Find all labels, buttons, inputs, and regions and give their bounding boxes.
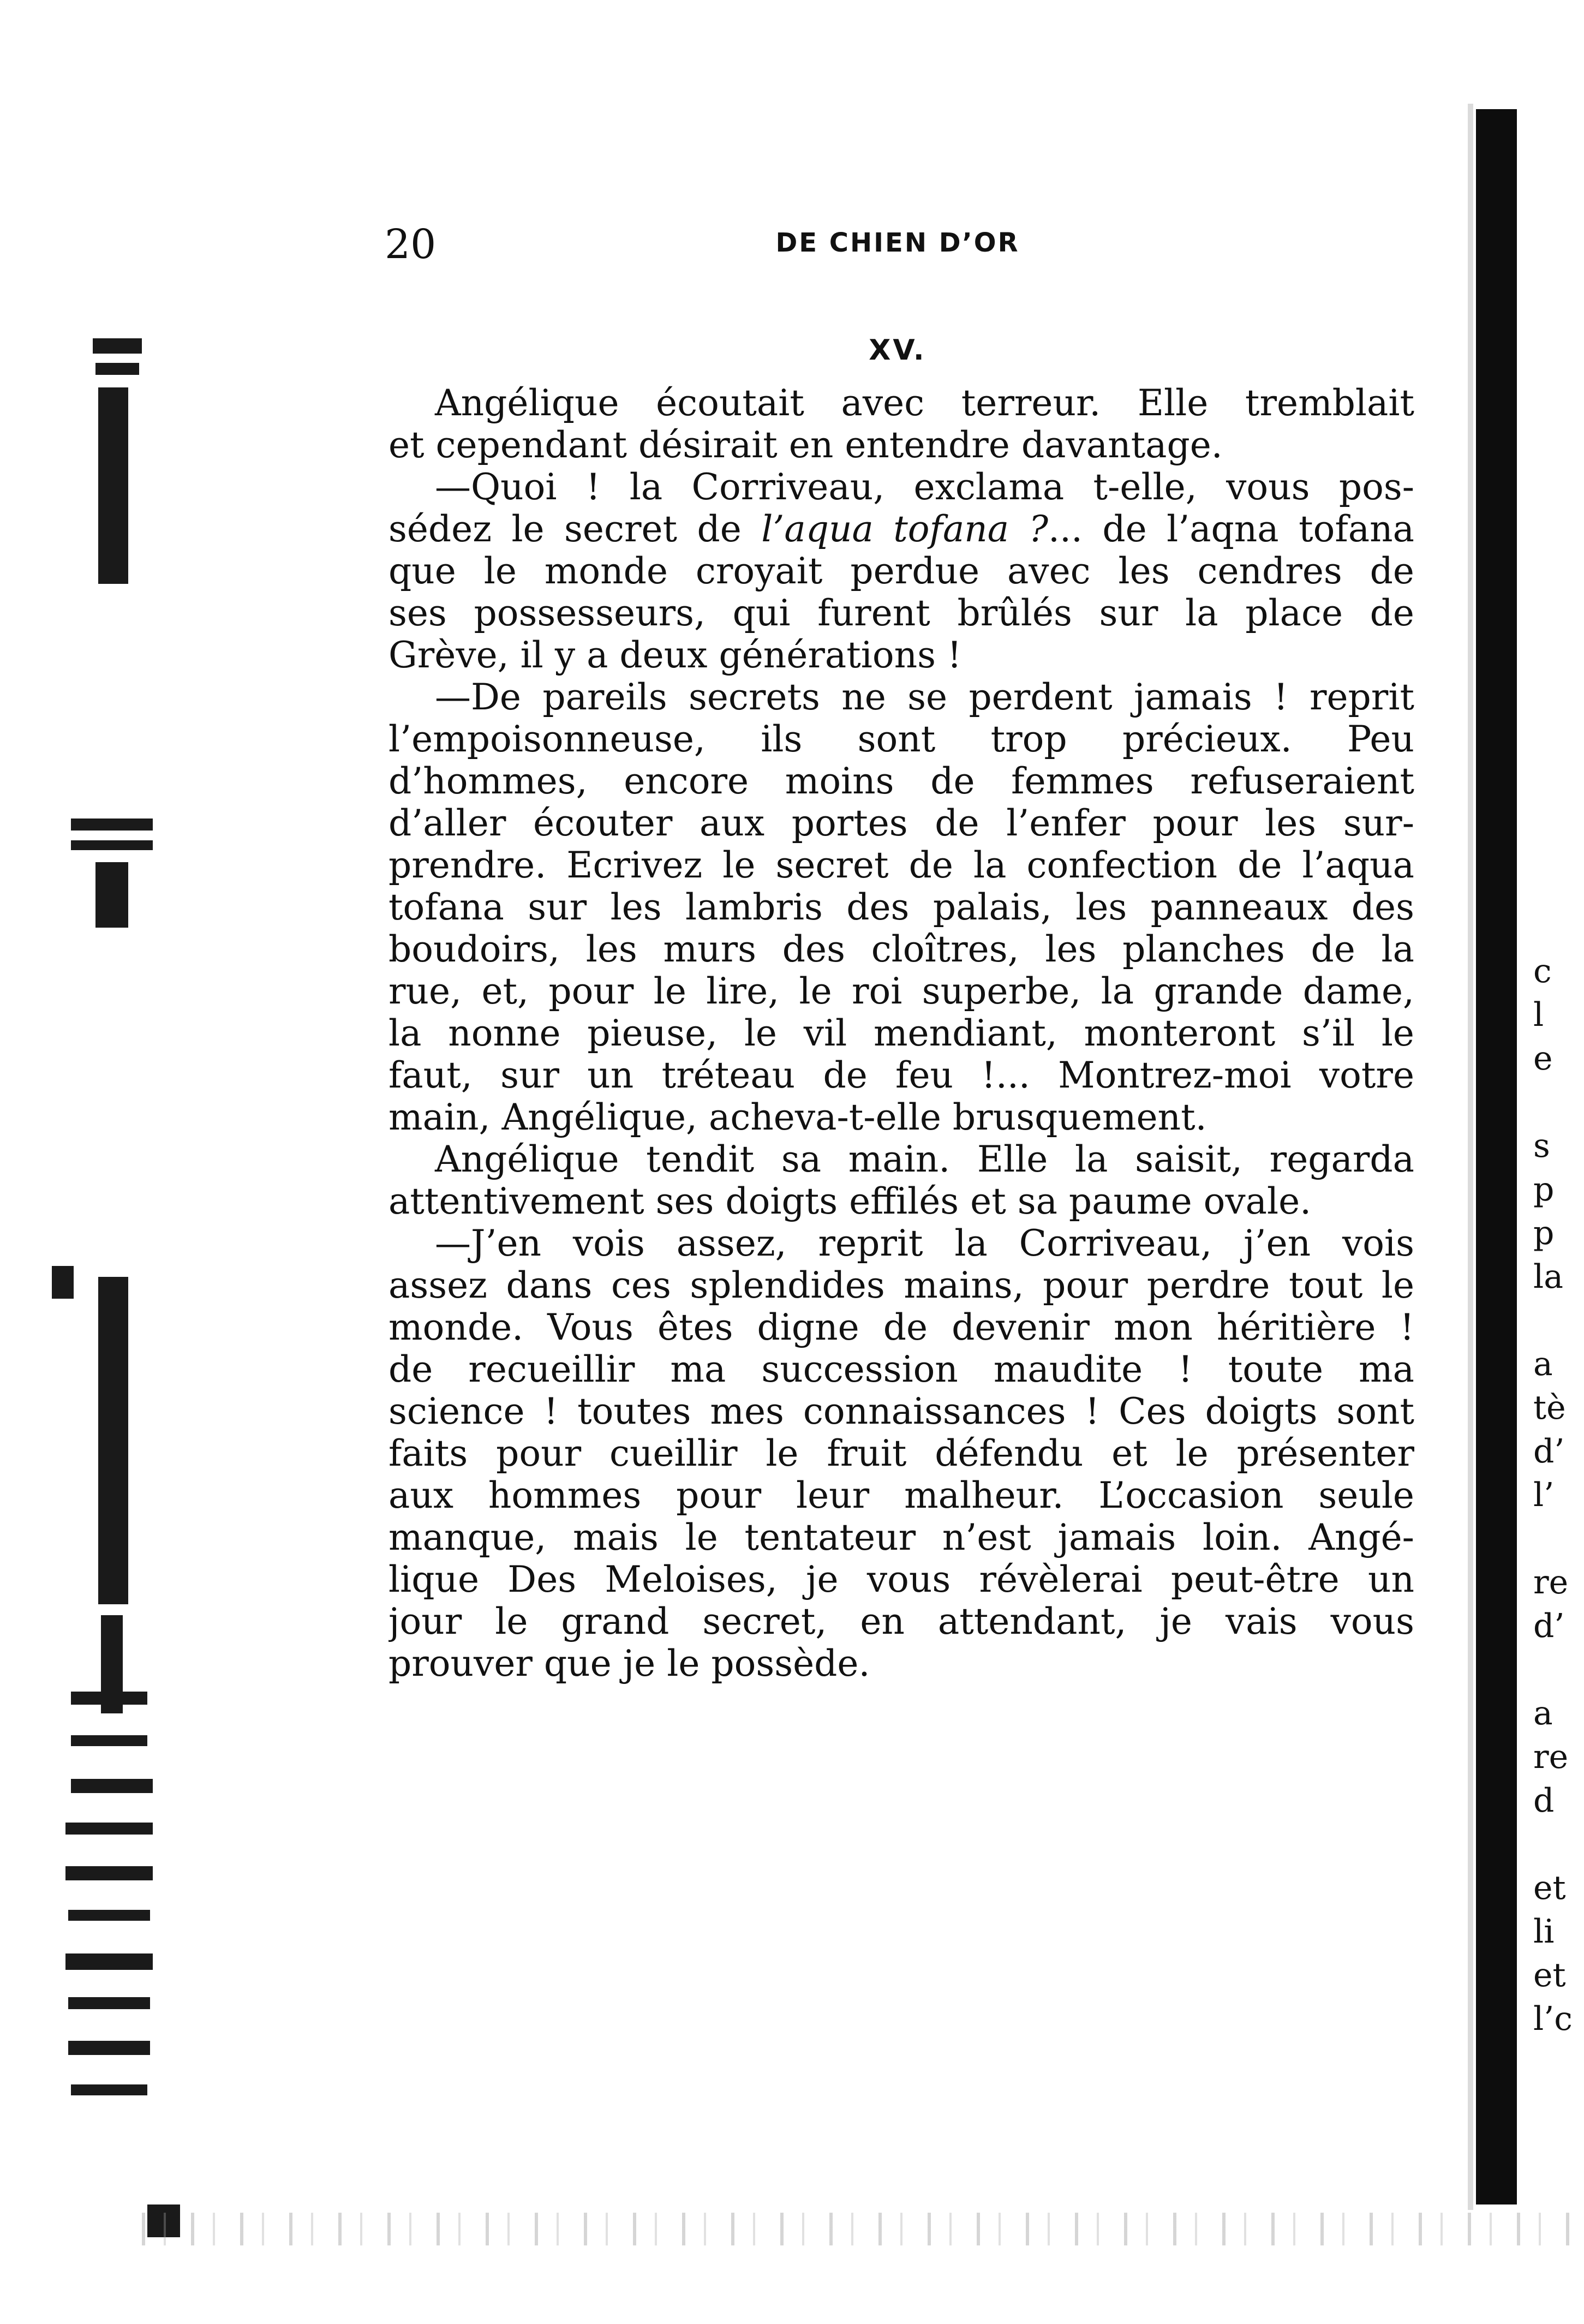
margin-fragment: re xyxy=(1533,1563,1569,1602)
margin-fragment: p xyxy=(1533,1214,1555,1252)
text-line: aux hommes pour leur malheur. L’occasion seule xyxy=(388,1474,1414,1516)
margin-fragment xyxy=(1533,1299,1582,1342)
text-line: Angélique écoutait avec terreur. Elle tremblait xyxy=(435,382,1414,424)
margin-fragment xyxy=(1533,1080,1582,1124)
text-line: main, Angélique, acheva-t-elle brusquement. xyxy=(388,1096,1207,1138)
text-line: sédez le secret de l’aqua tofana ?... de l’aqna tofana xyxy=(388,508,1414,550)
margin-fragment: et xyxy=(1533,1869,1566,1907)
text-line: science ! toutes mes connaissances ! Ces doigts sont xyxy=(388,1390,1414,1432)
margin-fragment: re xyxy=(1533,1738,1569,1776)
text-line: —J’en vois assez, reprit la Corriveau, j’en vois xyxy=(435,1222,1414,1264)
margin-fragment: d’ xyxy=(1533,1432,1565,1471)
text-line: attentivement ses doigts effilés et sa paume ovale. xyxy=(388,1180,1312,1222)
text-line: rue, et, pour le lire, le roi superbe, la grande dame, xyxy=(388,970,1414,1012)
margin-fragment: c xyxy=(1533,952,1552,990)
text-line: prouver que je le possède. xyxy=(388,1642,870,1684)
margin-fragment xyxy=(1533,1517,1582,1561)
text-line: manque, mais le tentateur n’est jamais loin. Angé- xyxy=(388,1516,1414,1558)
margin-fragment: a xyxy=(1533,1694,1553,1732)
italic-term: l’aqua tofana ? xyxy=(761,508,1048,550)
margin-fragment: tè xyxy=(1533,1389,1566,1427)
text-line: Angélique tendit sa main. Elle la saisit, regarda xyxy=(435,1138,1414,1180)
margin-fragment: l’c xyxy=(1533,2000,1573,2038)
margin-fragment: l’ xyxy=(1533,1476,1555,1514)
margin-fragment: e xyxy=(1533,1039,1553,1078)
binding-scan-artifact xyxy=(0,0,207,2324)
margin-fragment: s xyxy=(1533,1127,1550,1165)
text-line: d’aller écouter aux portes de l’enfer pour les sur- xyxy=(388,802,1414,844)
text-line: l’empoisonneuse, ils sont trop précieux. Peu xyxy=(388,718,1414,760)
page-edge-bar xyxy=(1476,109,1517,2204)
text-line: —Quoi ! la Corriveau, exclama t-elle, vous pos- xyxy=(435,466,1414,508)
text-line: boudoirs, les murs des cloîtres, les planches de la xyxy=(388,928,1414,970)
page-edge-shadow xyxy=(1468,104,1473,2210)
margin-fragment: l xyxy=(1533,996,1544,1034)
margin-fragment: d xyxy=(1533,1782,1555,1820)
margin-fragment: et xyxy=(1533,1956,1566,1994)
text-line: que le monde croyait perdue avec les cendres de xyxy=(388,550,1414,592)
margin-fragment: p xyxy=(1533,1170,1555,1209)
text-line: monde. Vous êtes digne de devenir mon héritière ! xyxy=(388,1306,1414,1348)
margin-fragment xyxy=(1533,1648,1582,1692)
page-number: 20 xyxy=(385,221,437,268)
text-line: faits pour cueillir le fruit défendu et le présenter xyxy=(388,1432,1414,1474)
text-line: prendre. Ecrivez le secret de la confection de l’aqua xyxy=(388,844,1414,886)
margin-fragment: a xyxy=(1533,1345,1553,1383)
running-title: DE CHIEN D’OR xyxy=(775,228,1020,258)
text-line: de recueillir ma succession maudite ! toute ma xyxy=(388,1348,1414,1390)
text-line: la nonne pieuse, le vil mendiant, monteront s’il le xyxy=(388,1012,1414,1054)
text-line: —De pareils secrets ne se perdent jamais ! reprit xyxy=(435,676,1414,718)
text-line: lique Des Meloises, je vous révèlerai peut-être un xyxy=(388,1558,1414,1600)
text-line: d’hommes, encore moins de femmes refuseraient xyxy=(388,760,1414,802)
margin-fragment xyxy=(1533,1823,1582,1866)
chapter-heading: XV. xyxy=(869,334,927,367)
margin-fragment: la xyxy=(1533,1258,1563,1296)
margin-fragment: li xyxy=(1533,1913,1555,1951)
text-line: tofana sur les lambris des palais, les panneaux des xyxy=(388,886,1414,928)
margin-fragment: d’ xyxy=(1533,1607,1565,1645)
body-text xyxy=(388,382,1414,1684)
running-head xyxy=(385,221,1421,270)
text-line: ses possesseurs, qui furent brûlés sur la place de xyxy=(388,592,1414,634)
text-line: et cependant désirait en entendre davantage. xyxy=(388,424,1223,466)
text-line: assez dans ces splendides mains, pour perdre tout le xyxy=(388,1264,1414,1306)
scan-noise xyxy=(142,2213,1582,2245)
text-line: Grève, il y a deux générations ! xyxy=(388,634,962,676)
facing-page-fragment xyxy=(1533,949,1582,2041)
text-line: jour le grand secret, en attendant, je vais vous xyxy=(388,1600,1414,1642)
text-line: faut, sur un tréteau de feu !... Montrez-moi votre xyxy=(388,1054,1414,1096)
